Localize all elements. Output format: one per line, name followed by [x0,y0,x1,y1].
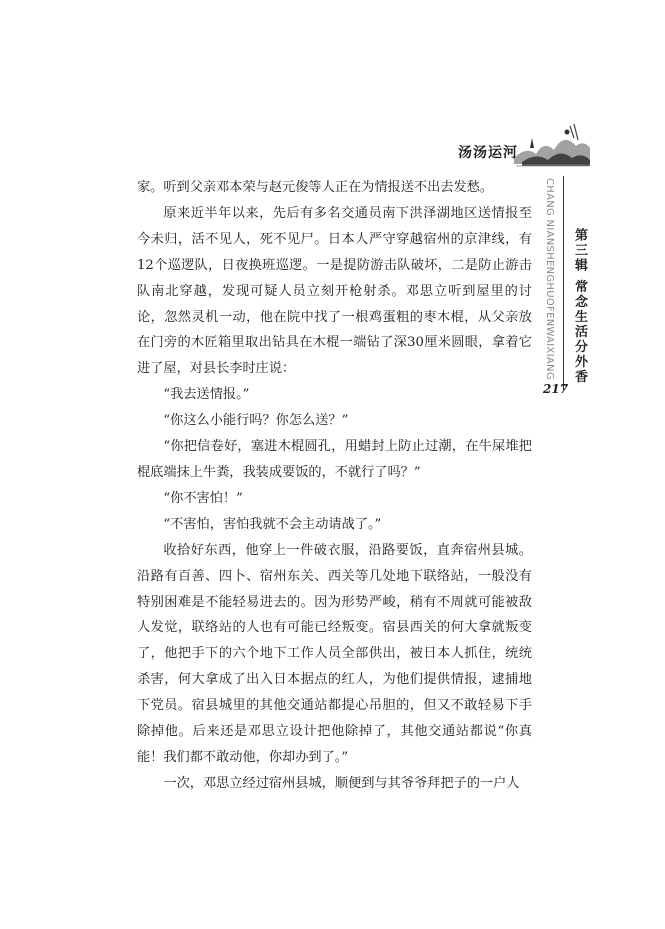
running-header-title: 汤汤运河 [458,145,518,161]
paragraph: “你把信卷好，塞进木棍圆孔，用蜡封上防止过潮，在牛屎堆把棍底端抹上牛粪，我装成要饭的，不就行了吗？” [137,439,532,480]
page-number: 217 [543,382,569,396]
landscape-ink-illustration [512,118,592,170]
paragraph: 收拾好东西，他穿上一件破衣服，沿路要饭，直奔宿州县城。沿路有百善、四卜、宿州东关、西关等几处地下联络站，一般没有特别困难是不能轻易进去的。因为形势严峻，稍有不周就可能被敌人发觉，联络站的人也有可能已经叛变。宿县西关的何大拿就叛变了，他把手下的六个地下工作人员全部供出，被日本人抓住，统统杀害，何大拿成了出入日本据点的红人，为他们提供情报，逮捕地下党员。宿县城里的其他交通站都提心吊胆的，但又不敢轻易下手除掉他。后来还是邓思立设计把他除掉了，其他交通站都说“你真能！我们都不敢动他，你却办到了。” [137,542,532,765]
paragraph: 原来近半年以来，先后有多名交通员南下洪泽湖地区送情报至今未归，活不见人，死不见尸。日本人严守穿越宿州的京津线，有12个巡逻队，日夜换班巡逻。一是提防游击队破坏，二是防止游击队南北穿越，发现可疑人员立刻开枪射杀。邓思立听到屋里的讨论，忽然灵机一动，他在院中找了一根鸡蛋粗的枣木棍，从父亲放在门旁的木匠箱里取出钻具在木棍一端钻了深30厘米圆眼，拿着它进了屋，对县长李时庄说： [137,205,532,377]
side-divider [563,176,564,390]
side-section-title: 第三辑 常念生活分外香 [572,228,587,385]
main-text [137,175,532,797]
paragraph: “我去送情报。” [163,387,250,403]
paragraph: 一次，邓思立经过宿州县城，顺便到与其爷爷拜把子的一户人 [163,775,520,791]
side-pinyin-label: CHANG NIANSHENGHUOFENWAIXIANG [544,178,555,380]
paragraph: 家。听到父亲邓本荣与赵元俊等人正在为情报送不出去发愁。 [137,180,494,195]
paragraph: “你不害怕！” [163,490,243,506]
paragraph: “你这么小能行吗？你怎么送？” [163,413,349,429]
paragraph: “不害怕，害怕我就不会主动请战了。” [163,516,382,532]
